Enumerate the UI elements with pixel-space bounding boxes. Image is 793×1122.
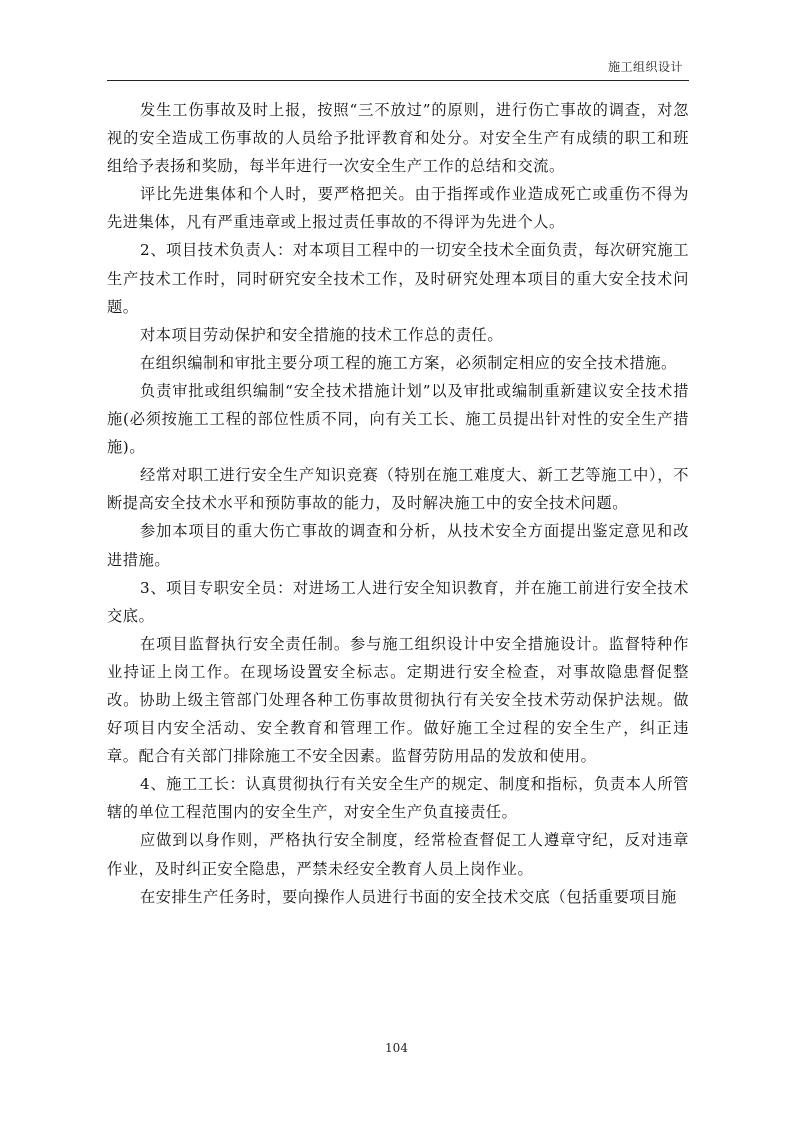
page-header (107, 52, 689, 81)
section-paragraph-technical-lead: 2、项目技术负责人：对本项目工程中的一切安全技术全面负责，每次研究施工生产技术工作时，同时研究安全技术工作，及时研究处理本项目的重大安全技术问题。 (107, 241, 689, 316)
paragraph: 对本项目劳动保护和安全措施的技术工作总的责任。 (140, 325, 504, 344)
paragraph: 负责审批或组织编制“安全技术措施计划”以及审批或编制重新建议安全技术措施(必须按施工工程的部位性质不同，向有关工长、施工员提出针对性的安全生产措施)。 (107, 381, 689, 457)
paragraph: 在项目监督执行安全责任制。参与施工组织设计中安全措施设计。监督特种作业持证上岗工作。在现场设置安全标志。定期进行安全检查，对事故隐患督促整改。协助上级主管部门处理各种工伤事故贯彻执行有关安全技术劳动保护法规。做好项目内安全活动、安全教育和管理工作。做好施工全过程的安全生产，纠正违章。配合有关部门排除施工不安全因素。监督劳防用品的发放和使用。 (107, 634, 689, 766)
header-title: 施工组织设计 (607, 60, 683, 74)
paragraph: 评比先进集体和个人时，要严格把关。由于指挥或作业造成死亡或重伤不得为先进集体，凡有严重违章或上报过责任事故的不得评为先进个人。 (107, 185, 689, 232)
section-paragraph-foreman: 4、施工工长：认真贯彻执行有关安全生产的规定、制度和指标，负责本人所管辖的单位工程范围内的安全生产，对安全生产负直接责任。 (107, 775, 689, 822)
page-number: 104 (385, 1041, 408, 1055)
paragraph: 在安排生产任务时，要向操作人员进行书面的安全技术交底（包括重要项目施 (140, 887, 677, 906)
paragraph: 经常对职工进行安全生产知识竞赛（特别在施工难度大、新工艺等施工中），不断提高安全技术水平和预防事故的能力，及时解决施工中的安全技术问题。 (107, 466, 689, 513)
paragraph: 发生工伤事故及时上报，按照“三不放过”的原则，进行伤亡事故的调查，对忽视的安全造成工伤事故的人员给予批评教育和处分。对安全生产有成绩的职工和班组给予表扬和奖励，每半年进行一次安全生产工作的总结和交流。 (107, 101, 689, 176)
paragraph: 在组织编制和审批主要分项工程的施工方案，必须制定相应的安全技术措施。 (140, 353, 677, 372)
paragraph: 应做到以身作则，严格执行安全制度，经常检查督促工人遵章守纪，反对违章作业，及时纠正安全隐患，严禁未经安全教育人员上岗作业。 (107, 831, 689, 878)
section-paragraph-safety-officer: 3、项目专职安全员：对进场工人进行安全知识教育，并在施工前进行安全技术交底。 (107, 578, 689, 625)
document-body (107, 96, 689, 911)
paragraph: 参加本项目的重大伤亡事故的调查和分析，从技术安全方面提出鉴定意见和改进措施。 (107, 522, 689, 569)
